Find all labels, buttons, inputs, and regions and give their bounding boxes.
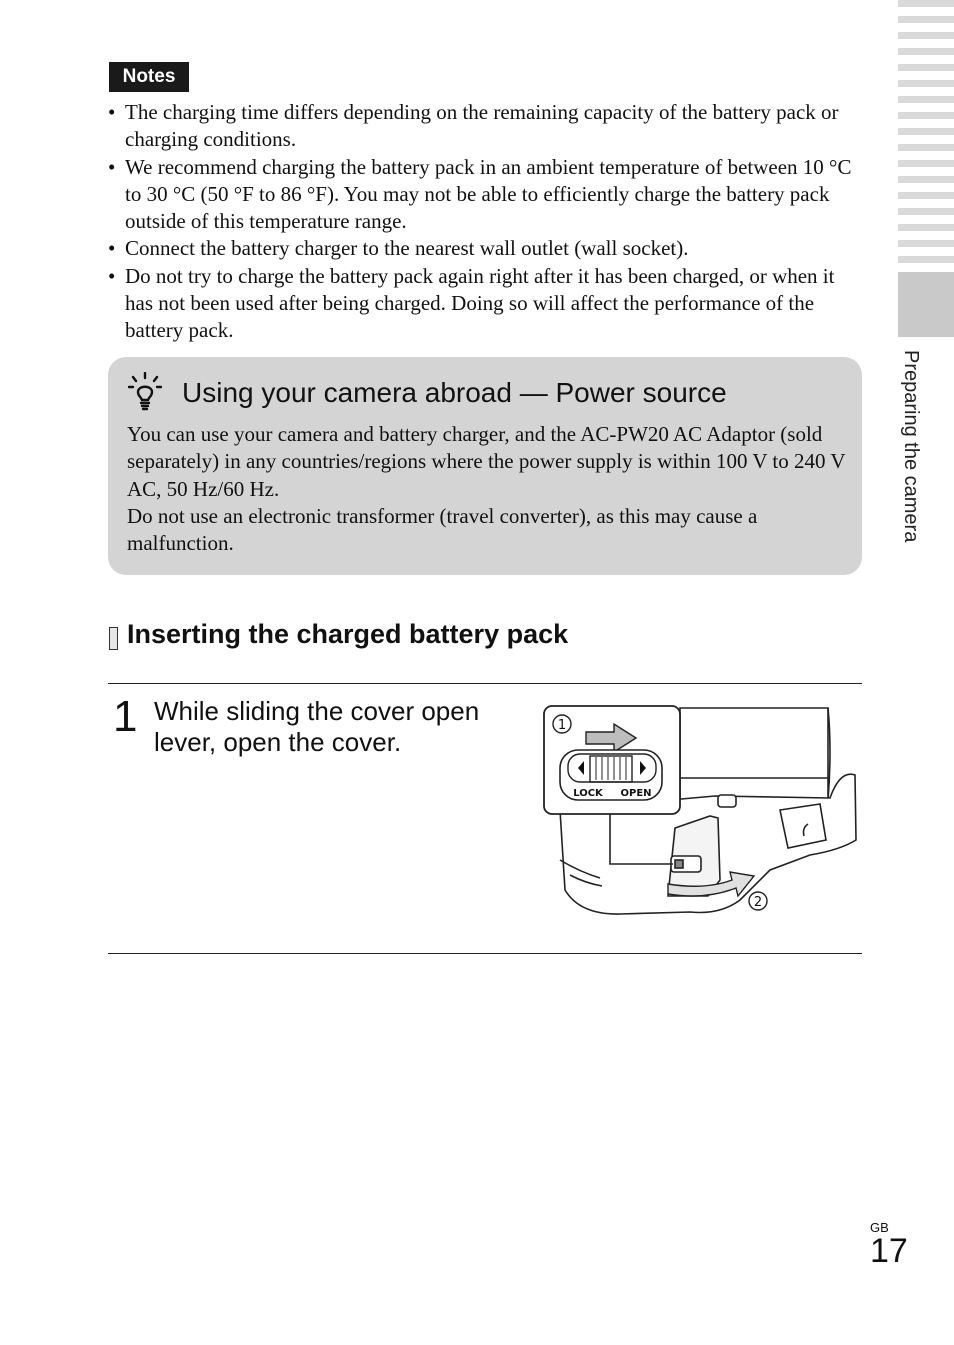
step-top-rule [108, 683, 862, 684]
section-tabs [898, 0, 954, 272]
tip-body [127, 421, 847, 557]
region-code: GB [870, 1220, 889, 1235]
page-number: 17 [870, 1232, 908, 1270]
open-label: OPEN [620, 788, 652, 799]
notes-badge: Notes [109, 62, 189, 92]
svg-text:1: 1 [557, 718, 567, 733]
tip-title: Using your camera abroad — Power source [182, 377, 727, 408]
side-section-label: Preparing the camera [900, 350, 922, 543]
camera-battery-cover-illustration [540, 700, 860, 922]
step-instruction: While sliding the cover open lever, open the cover. [154, 696, 480, 757]
tip-paragraph: You can use your camera and battery charger, and the AC-PW20 AC Adaptor (sold separately) in any countries/regions where the power supply is within 100 V to 240 V AC, 50 Hz/60 Hz. [127, 422, 846, 501]
notes-list [108, 99, 864, 345]
step-number: 1 [113, 692, 138, 741]
lightbulb-hint-icon [128, 372, 162, 412]
svg-text:2: 2 [753, 895, 763, 910]
note-item: • We recommend charging the battery pack in an ambient temperature of between 10 °C to 30 °C (50 °F to 86 °F). You may not be able to efficiently charge the battery pack outside of this temperature range. [108, 154, 864, 236]
step-bottom-rule [108, 953, 862, 954]
tip-paragraph: Do not use an electronic transformer (travel converter), as this may cause a malfunction. [127, 503, 758, 556]
active-section-tab [898, 272, 954, 337]
note-item: • Do not try to charge the battery pack again right after it has been charged, or when it has not been used after being charged. Doing so will affect the performance of the battery pack. [108, 263, 864, 345]
section-title: Inserting the charged battery pack [127, 619, 569, 649]
note-item: • The charging time differs depending on the remaining capacity of the battery pack or charging conditions. [108, 99, 864, 154]
lock-label: LOCK [573, 788, 603, 799]
section-marker [109, 627, 118, 650]
tip-box [108, 357, 862, 575]
note-item: • Connect the battery charger to the nearest wall outlet (wall socket). [108, 235, 864, 262]
